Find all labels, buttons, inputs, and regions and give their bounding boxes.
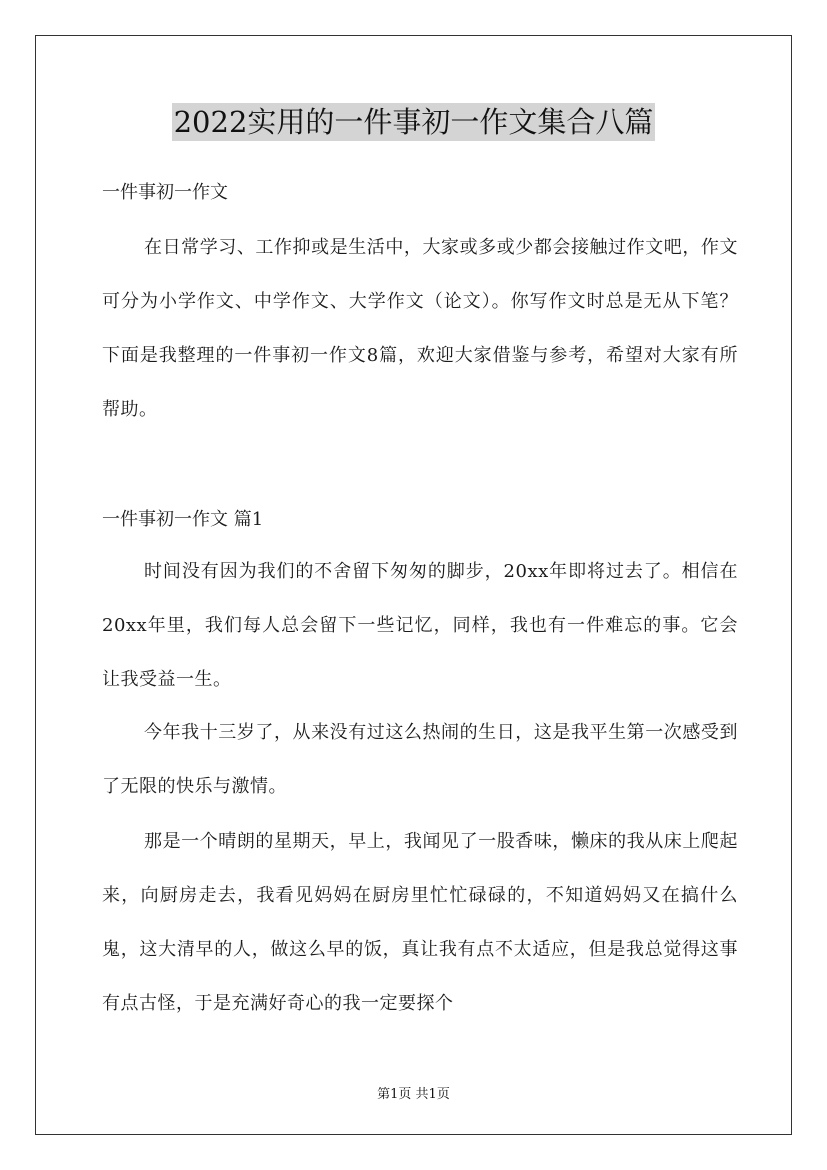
section-heading: 一件事初一作文 — [102, 182, 228, 203]
body-paragraph-1: 时间没有因为我们的不舍留下匆匆的脚步，20xx年即将过去了。相信在20xx年里，我们每人总会留下一些记忆，同样，我也有一件难忘的事。它会让我受益一生。 — [102, 561, 738, 690]
essay-heading: 一件事初一作文 篇1 — [102, 509, 264, 530]
body-paragraph-2: 今年我十三岁了，从来没有过这么热闹的生日，这是我平生第一次感受到了无限的快乐与激情。 — [102, 722, 738, 797]
body-paragraph-3: 那是一个晴朗的星期天，早上，我闻见了一股香味，懒床的我从床上爬起来，向厨房走去，我看见妈妈在厨房里忙忙碌碌的，不知道妈妈又在搞什么鬼，这大清早的人，做这么早的饭，真让我有点不太适应，但是我总觉得这事有点古怪，于是充满好奇心的我一定要探个 — [102, 831, 738, 1014]
intro-paragraph: 在日常学习、工作抑或是生活中，大家或多或少都会接触过作文吧，作文可分为小学作文、中学作文、大学作文（论文）。你写作文时总是无从下笔？下面是我整理的一件事初一作文8篇，欢迎大家借鉴与参考，希望对大家有所帮助。 — [102, 237, 738, 420]
page-footer: 第1页 共1页 — [377, 1087, 450, 1102]
title-container — [0, 103, 827, 141]
document-title: 2022实用的一件事初一作文集合八篇 — [173, 105, 654, 139]
